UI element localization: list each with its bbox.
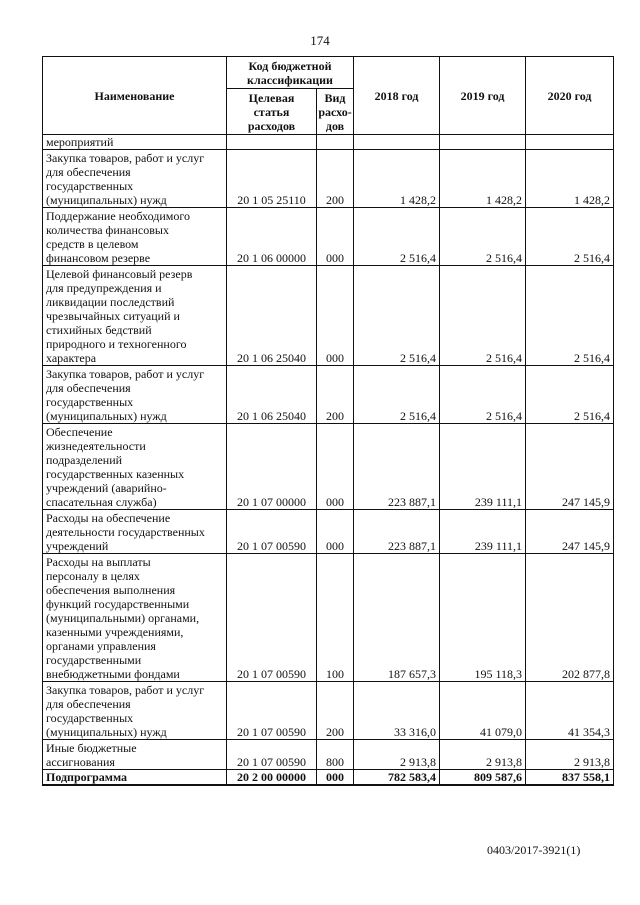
amount-2018: 187 657,3 xyxy=(354,554,440,682)
table-row xyxy=(43,770,614,786)
expense-type-code: 000 xyxy=(317,266,354,366)
amount-2019: 239 111,1 xyxy=(440,510,526,554)
target-article-code: 20 2 00 00000 xyxy=(227,770,317,786)
amount-2019: 41 079,0 xyxy=(440,682,526,740)
header-year-2020: 2020 год xyxy=(526,57,614,135)
table-row xyxy=(43,682,614,740)
row-name: Расходы на выплаты персоналу в целях обеспечения выполнения функций государственными (муниципальными) органами, казенными учреждениями, органами управления государственными внебюджетными фондами xyxy=(43,554,227,682)
amount-2019: 2 516,4 xyxy=(440,208,526,266)
table-row xyxy=(43,740,614,770)
table-row xyxy=(43,266,614,366)
target-article-code: 20 1 07 00000 xyxy=(227,424,317,510)
amount-2020: 41 354,3 xyxy=(526,682,614,740)
amount-2018: 2 516,4 xyxy=(354,266,440,366)
amount-2018: 33 316,0 xyxy=(354,682,440,740)
amount-2020: 2 913,8 xyxy=(526,740,614,770)
expense-type-code: 000 xyxy=(317,208,354,266)
header-year-2018: 2018 год xyxy=(354,57,440,135)
expense-type-code: 200 xyxy=(317,150,354,208)
amount-2020: 247 145,9 xyxy=(526,424,614,510)
amount-2020: 2 516,4 xyxy=(526,266,614,366)
amount-2019 xyxy=(440,135,526,150)
table-row xyxy=(43,366,614,424)
amount-2020: 837 558,1 xyxy=(526,770,614,786)
target-article-code: 20 1 07 00590 xyxy=(227,554,317,682)
amount-2020: 1 428,2 xyxy=(526,150,614,208)
target-article-code: 20 1 07 00590 xyxy=(227,740,317,770)
expense-type-code: 000 xyxy=(317,510,354,554)
target-article-code: 20 1 06 25040 xyxy=(227,366,317,424)
amount-2020: 2 516,4 xyxy=(526,366,614,424)
table-row xyxy=(43,424,614,510)
amount-2019: 809 587,6 xyxy=(440,770,526,786)
header-year-2019: 2019 год xyxy=(440,57,526,135)
table-row xyxy=(43,135,614,150)
expense-type-code xyxy=(317,135,354,150)
expense-type-code: 800 xyxy=(317,740,354,770)
row-name: Иные бюджетные ассигнования xyxy=(43,740,227,770)
row-name: Подпрограмма xyxy=(43,770,227,786)
amount-2019: 239 111,1 xyxy=(440,424,526,510)
target-article-code: 20 1 05 25110 xyxy=(227,150,317,208)
document-code: 0403/2017-3921(1) xyxy=(487,843,581,857)
table-row xyxy=(43,554,614,682)
amount-2019: 195 118,3 xyxy=(440,554,526,682)
header-expense-type: Вид расхо-дов xyxy=(318,90,352,133)
expense-type-code: 100 xyxy=(317,554,354,682)
row-name: Обеспечение жизнедеятельности подразделений государственных казенных учреждений (аварийно- спасательная служба) xyxy=(43,424,227,510)
header-target-article: Целевая статья расходов xyxy=(227,89,317,135)
amount-2018: 1 428,2 xyxy=(354,150,440,208)
amount-2018 xyxy=(354,135,440,150)
amount-2020 xyxy=(526,135,614,150)
row-name: Целевой финансовый резерв для предупреждения и ликвидации последствий чрезвычайных ситуаций и стихийных бедствий природного и техногенного характера xyxy=(43,266,227,366)
amount-2019: 2 913,8 xyxy=(440,740,526,770)
target-article-code xyxy=(227,135,317,150)
row-name: Закупка товаров, работ и услуг для обеспечения государственных (муниципальных) нужд xyxy=(43,150,227,208)
amount-2018: 2 913,8 xyxy=(354,740,440,770)
row-name: мероприятий xyxy=(43,135,227,150)
table-row xyxy=(43,150,614,208)
target-article-code: 20 1 06 25040 xyxy=(227,266,317,366)
amount-2020: 247 145,9 xyxy=(526,510,614,554)
amount-2018: 223 887,1 xyxy=(354,510,440,554)
expense-type-code: 200 xyxy=(317,366,354,424)
table-body xyxy=(43,135,614,786)
expense-type-code: 000 xyxy=(317,770,354,786)
row-name: Поддержание необходимого количества финансовых средств в целевом финансовом резерве xyxy=(43,208,227,266)
page-number: 174 xyxy=(310,33,330,48)
table-row xyxy=(43,208,614,266)
amount-2019: 1 428,2 xyxy=(440,150,526,208)
row-name: Закупка товаров, работ и услуг для обеспечения государственных (муниципальных) нужд xyxy=(43,366,227,424)
target-article-code: 20 1 07 00590 xyxy=(227,510,317,554)
row-name: Закупка товаров, работ и услуг для обеспечения государственных (муниципальных) нужд xyxy=(43,682,227,740)
amount-2018: 782 583,4 xyxy=(354,770,440,786)
amount-2019: 2 516,4 xyxy=(440,266,526,366)
amount-2018: 2 516,4 xyxy=(354,366,440,424)
target-article-code: 20 1 07 00590 xyxy=(227,682,317,740)
expense-type-code: 000 xyxy=(317,424,354,510)
table-row xyxy=(43,510,614,554)
budget-table xyxy=(42,56,614,786)
amount-2018: 2 516,4 xyxy=(354,208,440,266)
header-code-group: Код бюджетной классификации xyxy=(227,57,354,89)
row-name: Расходы на обеспечение деятельности государственных учреждений xyxy=(43,510,227,554)
amount-2020: 202 877,8 xyxy=(526,554,614,682)
expense-type-code: 200 xyxy=(317,682,354,740)
amount-2020: 2 516,4 xyxy=(526,208,614,266)
amount-2018: 223 887,1 xyxy=(354,424,440,510)
amount-2019: 2 516,4 xyxy=(440,366,526,424)
target-article-code: 20 1 06 00000 xyxy=(227,208,317,266)
header-name: Наименование xyxy=(43,57,227,135)
